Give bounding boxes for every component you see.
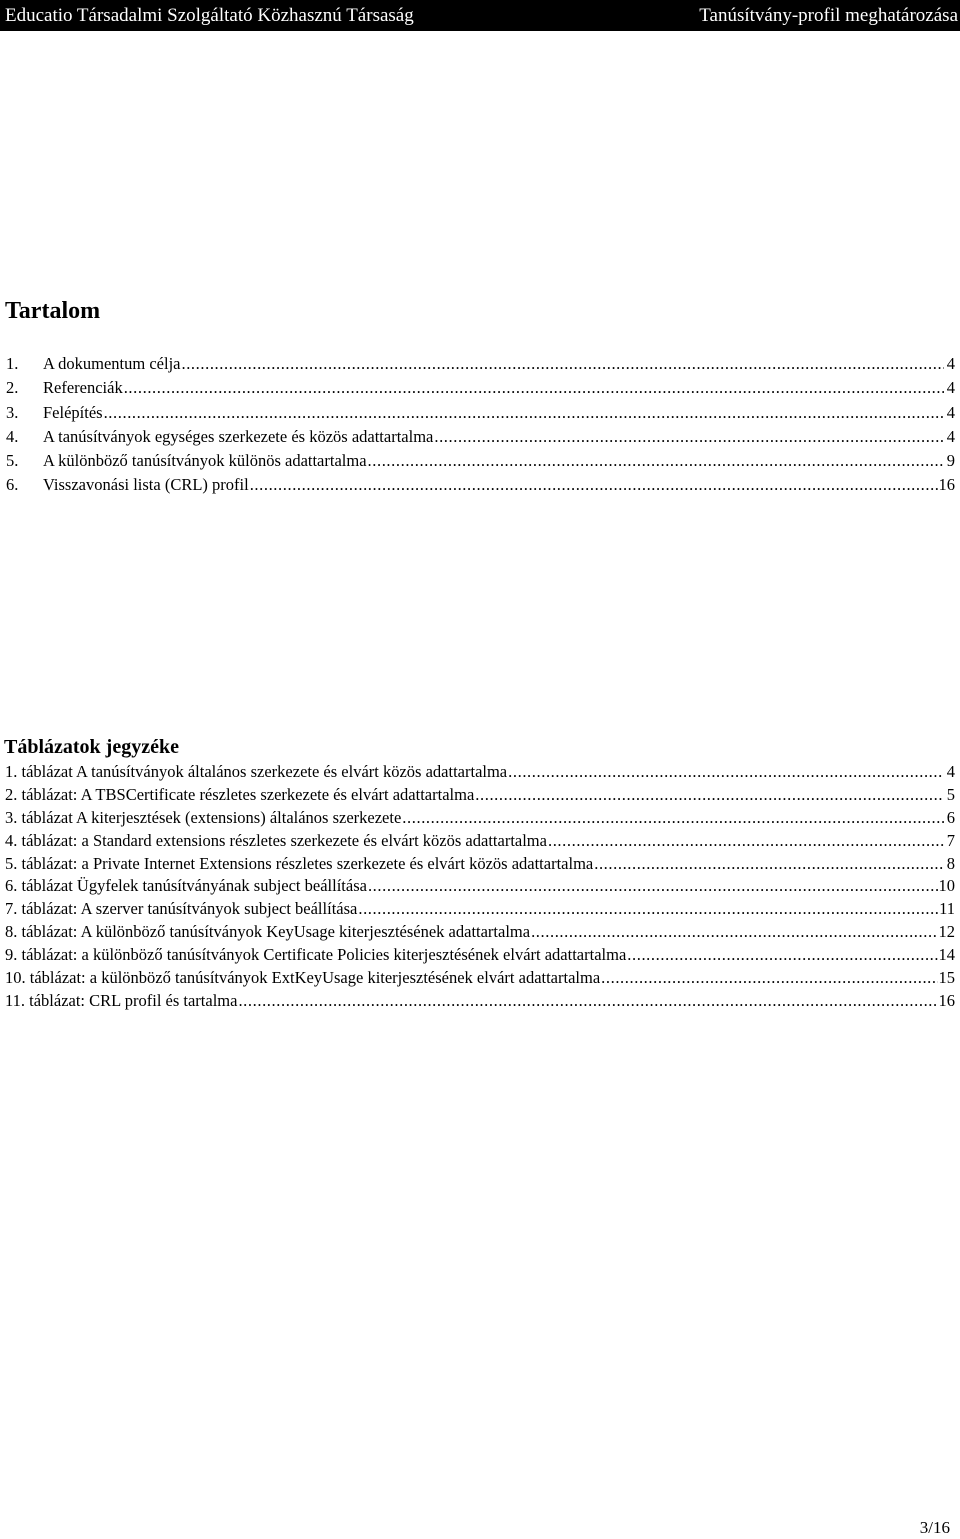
table-entry-title: 8. táblázat: A különböző tanúsítványok KeyUsage kiterjesztésének adattartalma <box>5 922 531 942</box>
toc-entry-title: A tanúsítványok egységes szerkezete és közös adattartalma <box>43 426 434 446</box>
toc-entry-page: 4 <box>946 378 955 398</box>
table-entry-title: 10. táblázat: a különböző tanúsítványok ExtKeyUsage kiterjesztésének elvárt adattartalma <box>5 968 601 988</box>
table-entry-page: 7 <box>946 830 955 850</box>
toc-entry-3[interactable] <box>6 401 955 425</box>
tables-list <box>5 760 955 1012</box>
table-entry-page: 10 <box>938 876 955 896</box>
page-header <box>0 0 960 31</box>
toc-heading: Tartalom <box>5 298 101 324</box>
table-entry-title: 1. táblázat A tanúsítványok általános szerkezete és elvárt közös adattartalma <box>5 762 508 781</box>
toc-entry-page: 9 <box>946 451 955 471</box>
toc-entry-title: A különböző tanúsítványok különös adattartalma <box>43 451 367 471</box>
table-entry-page: 12 <box>938 922 955 942</box>
dot-leader <box>531 920 937 943</box>
table-entry-page: 15 <box>938 968 955 988</box>
toc-entry-number: 2. <box>6 378 19 398</box>
toc-entry-5[interactable] <box>6 449 955 473</box>
table-entry-page: 14 <box>938 945 955 965</box>
dot-leader <box>594 852 944 875</box>
dot-leader <box>627 943 937 966</box>
tables-heading: Táblázatok jegyzéke <box>4 736 179 758</box>
toc-entry-4[interactable] <box>6 425 955 449</box>
toc-entry-title: Visszavonási lista (CRL) profil <box>43 475 249 495</box>
dot-leader <box>368 874 938 897</box>
table-entry-page: 5 <box>946 784 955 804</box>
header-document-title: Tanúsítvány-profil meghatározása <box>699 5 958 26</box>
toc-entry-title: Felépítés <box>43 402 103 422</box>
table-entry-3[interactable] <box>5 806 955 829</box>
header-organization: Educatio Társadalmi Szolgáltató Közhasznú Társaság <box>5 5 414 26</box>
table-entry-title: 11. táblázat: CRL profil és tartalma <box>5 990 238 1010</box>
toc-entry-number: 6. <box>6 475 19 495</box>
dot-leader <box>434 425 944 449</box>
table-entry-1[interactable] <box>5 760 955 783</box>
table-entry-page: 4 <box>946 762 955 781</box>
table-entry-title: 7. táblázat: A szerver tanúsítványok subject beállítása <box>5 899 358 919</box>
table-entry-title: 5. táblázat: a Private Internet Extensions részletes szerkezete és elvárt közös adattartalma <box>5 853 594 873</box>
table-entry-4[interactable] <box>5 829 955 852</box>
dot-leader <box>104 401 944 425</box>
table-entry-5[interactable] <box>5 852 955 875</box>
table-entry-page: 8 <box>946 853 955 873</box>
dot-leader <box>475 783 944 806</box>
toc-entry-page: 4 <box>946 426 955 446</box>
table-entry-10[interactable] <box>5 966 955 989</box>
toc-entry-1[interactable] <box>6 352 955 376</box>
table-entry-9[interactable] <box>5 943 955 966</box>
dot-leader <box>181 352 944 376</box>
toc-entry-page: 4 <box>946 354 955 373</box>
dot-leader <box>250 473 938 497</box>
table-entry-page: 6 <box>946 807 955 827</box>
table-entry-title: 9. táblázat: a különböző tanúsítványok Certificate Policies kiterjesztésének elvárt adattartalma <box>5 945 627 965</box>
table-entry-page: 11 <box>939 899 955 919</box>
table-entry-title: 3. táblázat A kiterjesztések (extensions) általános szerkezete <box>5 807 402 827</box>
toc-entry-title: A dokumentum célja <box>43 354 181 373</box>
table-entry-7[interactable] <box>5 897 955 920</box>
table-entry-8[interactable] <box>5 920 955 943</box>
toc-entry-page: 16 <box>938 475 955 495</box>
toc-entry-2[interactable] <box>6 376 955 400</box>
dot-leader <box>358 897 938 920</box>
toc-list <box>6 352 955 498</box>
toc-entry-page: 4 <box>946 402 955 422</box>
dot-leader <box>124 376 944 400</box>
table-entry-2[interactable] <box>5 783 955 806</box>
toc-entry-number: 4. <box>6 426 19 446</box>
dot-leader <box>601 966 937 989</box>
table-entry-title: 6. táblázat Ügyfelek tanúsítványának subject beállítása <box>5 876 367 896</box>
toc-entry-number: 5. <box>6 451 19 471</box>
toc-entry-6[interactable] <box>6 473 955 497</box>
table-entry-6[interactable] <box>5 874 955 897</box>
table-entry-title: 4. táblázat: a Standard extensions részletes szerkezete és elvárt közös adattartalma <box>5 830 547 850</box>
page-number: 3/16 <box>919 1518 950 1537</box>
toc-entry-title: Referenciák <box>43 378 123 398</box>
dot-leader <box>548 829 944 852</box>
dot-leader <box>368 449 944 473</box>
table-entry-page: 16 <box>938 990 955 1010</box>
table-entry-11[interactable] <box>5 989 955 1012</box>
toc-entry-number: 3. <box>6 402 19 422</box>
toc-entry-number: 1. <box>6 354 19 373</box>
dot-leader <box>402 806 944 829</box>
dot-leader <box>508 760 944 783</box>
table-entry-title: 2. táblázat: A TBSCertificate részletes szerkezete és elvárt adattartalma <box>5 784 475 804</box>
dot-leader <box>238 989 937 1012</box>
